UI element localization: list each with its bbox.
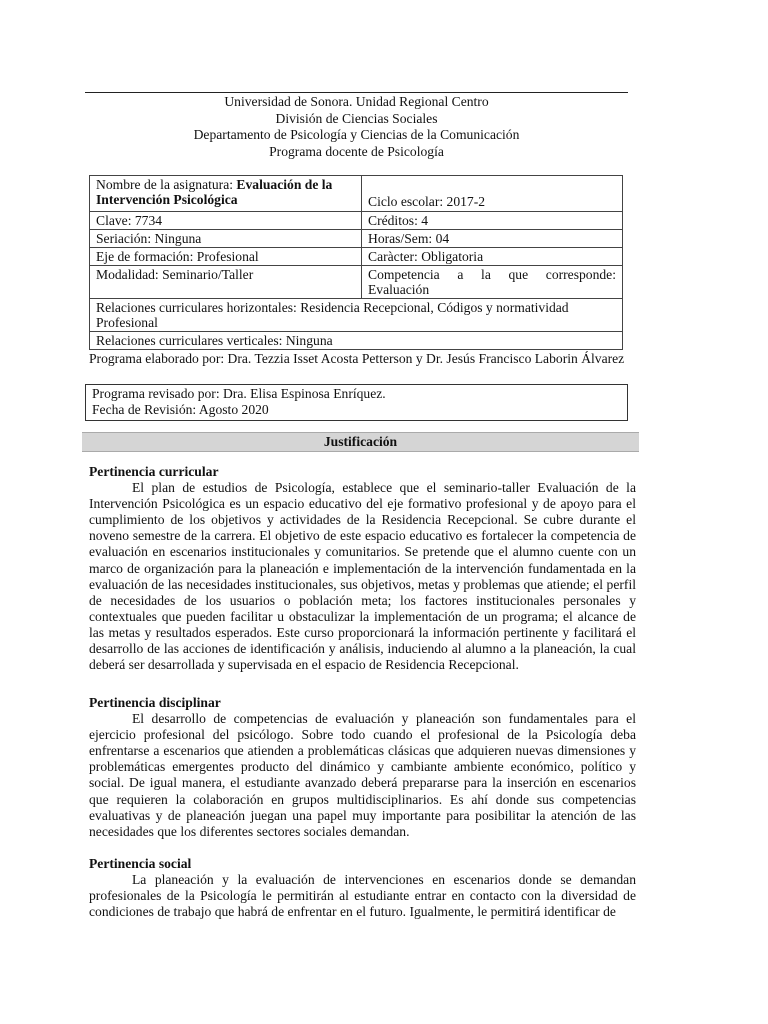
program-line: Programa docente de Psicología [269,143,444,159]
table-row [90,230,623,248]
section-body: El desarrollo de competencias de evaluación y planeación son fundamentales para el ejercicio profesional del psicólogo. Sobre todo cuando el profesional de la Psicología deba enfrentarse a escenarios que atienden a problemáticas clásicas que adquieren nuevas dimensiones y problemáticas emergentes producto del dinámico y cambiante ambiente económico, político y social. De igual manera, el estudiante avanzado deberá prepararse para la inserción en escenarios que requieren la colaboración en grupos multidisciplinarios. Es ahí donde sus competencias evaluativas y de planeación juegan una papel muy importante para posibilitar la atención de las necesidades que los diferentes sectores sociales demandan. [89,711,636,839]
table-row [90,299,623,332]
horas-cell: Horas/Sem: 04 [362,230,623,248]
asignatura-cell [90,176,362,212]
section-disciplinar [89,695,636,840]
section-title-bar: Justificación [82,432,639,452]
competencia-cell [362,266,623,299]
asignatura-value: Evaluación de la Intervención Psicológica [96,177,333,207]
document-header [85,94,628,160]
top-rule [85,92,628,93]
caracter-cell: Caràcter: Obligatoria [362,248,623,266]
competencia-line1: Competencia a la que corresponde: [368,267,616,282]
section-body: La planeación y la evaluación de intervenciones en escenarios donde se demandan profesionales de la Psicología le permitirán al estudiante entrar en contacto con la diversidad de condiciones de trabajo que habrá de enfrentar en el futuro. Igualmente, le permitirá identificar de [89,872,636,920]
course-info-table [89,175,623,350]
creditos-cell: Créditos: 4 [362,212,623,230]
asignatura-label: Nombre de la asignatura: [96,177,237,192]
table-row [90,248,623,266]
section-heading: Pertinencia disciplinar [89,695,221,710]
eje-cell: Eje de formación: Profesional [90,248,362,266]
section-heading: Pertinencia social [89,856,192,871]
department-line: Departamento de Psicología y Ciencias de la Comunicación [193,127,520,142]
elaborado-text: Programa elaborado por: Dra. Tezzia Isset Acosta Petterson y Dr. Jesús Francisco Laborin Álvarez [89,351,625,366]
clave-cell: Clave: 7734 [90,212,362,230]
revision-box [85,384,628,421]
revisado-text: Programa revisado por: Dra. Elisa Espinosa Enríquez. [92,386,386,401]
university-line: Universidad de Sonora. Unidad Regional Centro [224,94,489,109]
section-body: El plan de estudios de Psicología, establece que el seminario-taller Evaluación de la Intervención Psicológica es un espacio educativo del eje formativo profesional y de apoyo para el cumplimiento de los objetivos y actividades de la Residencia Recepcional. Se cubre durante el noveno semestre de la carrera. El objetivo de este espacio educativo es fortalecer la competencia de evaluación en escenarios institucionales y comunitarios. Se pretende que el alumno cuente con un marco de organización para la planeación e implementación de la intervención fundamentada en la evaluación de las necesidades institucionales, sus objetivos, metas y problemas que atiende; el perfil de necesidades de los usuarios o población meta; los factores institucionales personales y contextuales que pueden facilitar u obstaculizar la implementación de un programa; el alcance de las metas y resultados esperados. Este curso proporcionará la información pertinente y facilitará el desarrollo de las acciones de identificación y análisis, induciendo al alumno a la planeación, la cual deberá ser desarrollada y supervisada en el espacio de Residencia Recepcional. [89,480,636,673]
fecha-revision-text: Fecha de Revisión: Agosto 2020 [92,402,269,417]
competencia-line2: Evaluación [368,282,430,297]
section-curricular [89,464,636,673]
table-row [90,212,623,230]
seriacion-cell: Seriación: Ninguna [90,230,362,248]
table-row [90,266,623,299]
division-line: División de Ciencias Sociales [275,110,438,126]
rel-horizontales-cell: Relaciones curriculares horizontales: Residencia Recepcional, Códigos y normatividad Profesional [90,299,623,332]
section-heading: Pertinencia curricular [89,464,219,479]
ciclo-cell: Ciclo escolar: 2017-2 [362,176,623,212]
section-social [89,856,636,920]
rel-verticales-cell: Relaciones curriculares verticales: Ninguna [90,332,623,350]
table-row [90,176,623,212]
table-row [90,332,623,350]
modalidad-cell: Modalidad: Seminario/Taller [90,266,362,299]
